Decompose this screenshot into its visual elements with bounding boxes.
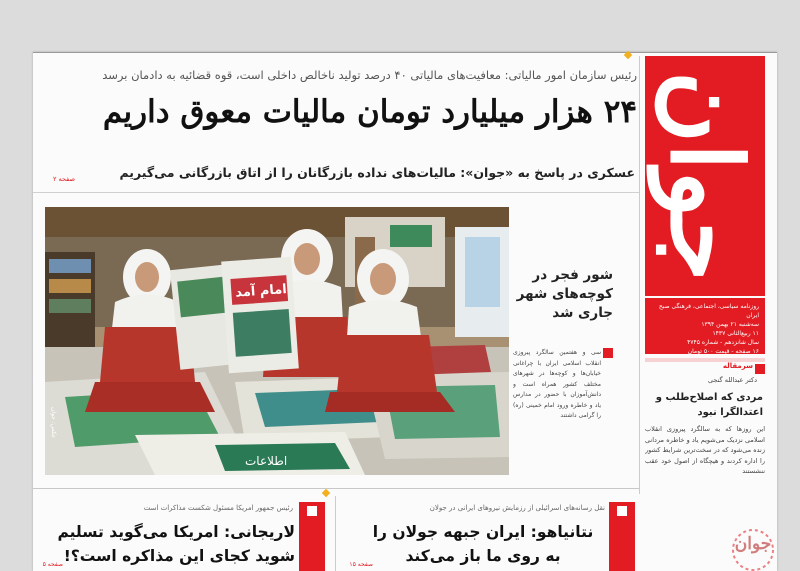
- main-headline: ۲۴ هزار میلیارد تومان مالیات معوق داریم: [102, 94, 637, 130]
- main-story-rule: [33, 192, 639, 193]
- photo-caption-body: سی و هفتمین سالگرد پیروزی انقلاب اسلامی ایران با چراغانی خیابان‌ها و کوچه‌ها در شهرهای مختلف کشور همراه است و دانش‌آموزان با حضور در مدارس یاد و خاطره ورود امام خمینی (ره) را گرامی داشتند: [513, 349, 601, 419]
- bottom-right-headline: نتانیاهو: ایران جبهه جولان را به روی ما باز می‌کند: [372, 523, 594, 565]
- sidebar-body: این روزها که به سالگرد پیروزی انقلاب اسلامی نزدیک می‌شویم یاد و خاطره مردانی زنده می‌شود که در سخت‌ترین شرایط کشور را اداره کردند و هیچگاه از اصول خود عقب ننشستند: [645, 425, 765, 475]
- bottom-row-rule: [33, 488, 639, 489]
- bottom-left-overline: رئیس جمهور امریکا مسئول شکست مذاکرات است: [143, 504, 293, 512]
- masthead-info-line: سال شانزدهم - شماره ۴۷۴۵: [687, 339, 759, 346]
- photo-caption-title: شور فجر در کوچه‌های شهر جاری شد: [516, 267, 613, 321]
- main-page-ref: صفحه ۲: [52, 175, 75, 183]
- bottom-right-marker-icon: [617, 506, 627, 516]
- watermark-logo: [727, 524, 777, 571]
- sidebar-marker-icon: [755, 364, 765, 374]
- photo-newspaper-label: اطلاعات: [245, 454, 288, 468]
- sidebar-author: دکتر عبدالله گنجی: [707, 376, 757, 384]
- sidebar-label: سرمقاله: [722, 362, 753, 370]
- masthead-logo-box: [645, 56, 765, 296]
- main-overline: رئیس سازمان امور مالیاتی: معافیت‌های مالیاتی ۴۰ درصد تولید ناخالص داخلی است، قوه قضائیه به دادمان برسد: [102, 68, 637, 82]
- masthead-info-line: سه‌شنبه ۲۱ بهمن ۱۳۹۴: [701, 321, 759, 328]
- main-photo: [45, 207, 509, 475]
- column-divider: [639, 56, 640, 494]
- masthead-info-box: [645, 298, 765, 354]
- masthead-info-line: روزنامه سیاسی، اجتماعی، فرهنگی صبح ایران: [658, 303, 759, 319]
- watermark-text: جوان: [734, 534, 772, 554]
- masthead-info: [649, 302, 759, 356]
- sidebar-headline: مردی که اصلاح‌طلب و اعتدالگرا نبود: [655, 392, 763, 418]
- main-subhead: عسکری در پاسخ به «جوان»: مالیات‌های نداده بازرگانان را از اتاق بازرگانی می‌گیریم: [119, 165, 635, 180]
- masthead-info-line: ۱۱ ربیع‌الثانی ۱۴۳۷: [712, 330, 759, 337]
- bottom-column-divider: [335, 496, 336, 571]
- bottom-right-red-tab: [609, 502, 635, 571]
- top-rule: [33, 52, 777, 53]
- section-marker-icon: [322, 489, 330, 497]
- bottom-left-headline: لاریجانی: امریکا می‌گوید تسلیم شوید کجای این مذاکره است؟!: [57, 523, 295, 565]
- photo-newspaper-label: امام آمد: [234, 282, 288, 301]
- bottom-right-overline: نقل رسانه‌های اسرائیلی از رزمایش نیروهای ایرانی در جولان: [429, 504, 605, 512]
- bottom-left-marker-icon: [307, 506, 317, 516]
- masthead-info-line: ۱۶ صفحه - قیمت ۵۰۰ تومان: [687, 348, 759, 355]
- main-photo-illustration: [45, 207, 509, 475]
- bottom-right-page-ref: صفحه ۱۵: [349, 561, 373, 568]
- bottom-left-red-tab: [299, 502, 325, 571]
- bottom-left-page-ref: صفحه ۵: [42, 561, 63, 568]
- caption-marker-icon: [603, 348, 613, 358]
- photo-credit: عکس: جوان: [50, 407, 57, 439]
- masthead-logo: جوان: [648, 70, 763, 282]
- newspaper-front-page: [33, 52, 777, 571]
